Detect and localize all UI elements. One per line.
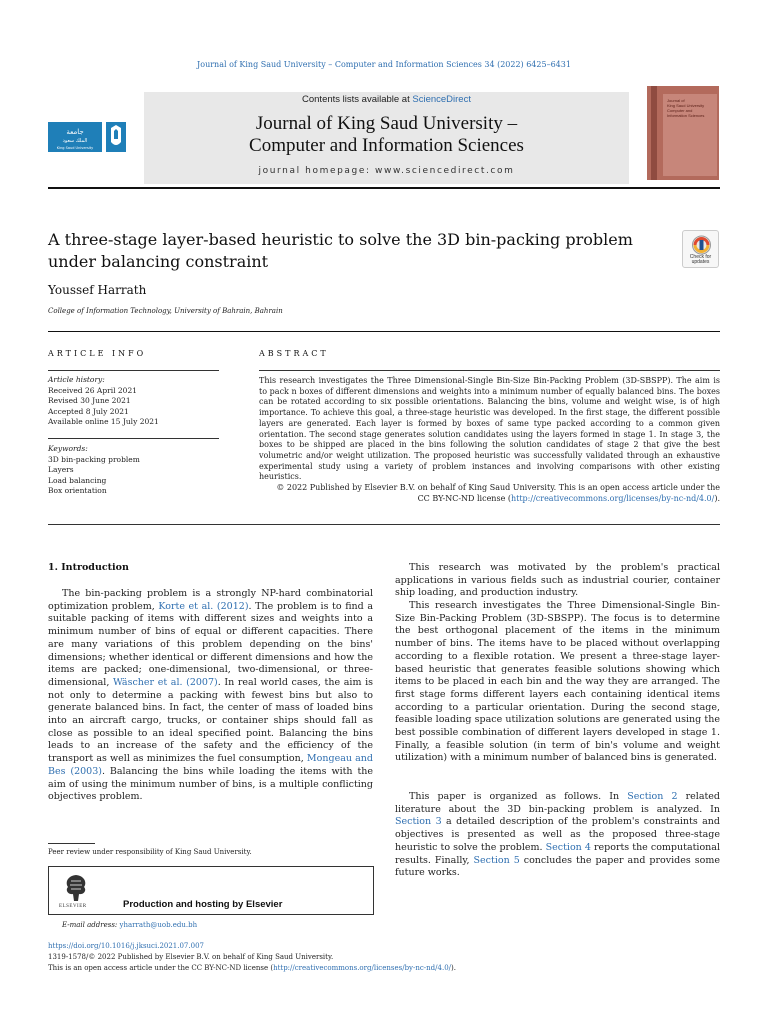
license-link[interactable]: http://creativecommons.org/licenses/by-nc-nd/4.0/ bbox=[273, 964, 452, 972]
intro-paragraph-4: This paper is organized as follows. In Section 2 related literature about the 3D bin-packing problem is analyzed. In Section 3 a detailed description of the problem's constraints and objectives is presented as well as the proposed three-stage heuristic to solve the problem. Section 4 reports the computational results. Finally, Section 5 concludes the paper and provides some future works. bbox=[395, 791, 721, 879]
keyword: Box orientation bbox=[48, 486, 107, 495]
abstract-body: This research investigates the Three Dimensional-Single Bin-Size Bin-Packing Problem (3D-SBSPP). The aim is to pack n boxes of different dimensions and weights into a minimum number of equally balanced bins. The boxes can be rotated according to six possible orientations. Balancing the bins, volume and weight wise, is of high importance. To achieve this goal, a three-stage heuristic was developed. In the first stage, the different possible layers are generated. Each layer is formed by boxes of same type packed according to a common given orientation. The second stage generates solution candidates using the layers formed in stage 1. In stage 3, the boxes to be shipped are placed in the bins following the solution candidates of stage 2 that give the best volumetric and/or weight utilization. The proposed heuristic was successfully validated through an exhaustive experimental study using a variety of problem instances and involving comparisons with other existing heuristics. © 2022 Published by Elsevier B.V. on behalf of King Saud University. This is an open access article under the CC BY-NC-ND license (http://creativecommons.org/licenses/by-nc-nd/4.0/). bbox=[259, 376, 720, 503]
masthead-divider bbox=[48, 187, 720, 189]
article-info-heading: ARTICLE INFO bbox=[48, 349, 147, 358]
section-link[interactable]: Section 5 bbox=[473, 854, 520, 866]
doi-link[interactable]: https://doi.org/10.1016/j.jksuci.2021.07.007 bbox=[48, 942, 204, 950]
sciencedirect-link[interactable]: ScienceDirect bbox=[412, 94, 471, 105]
citation-link[interactable]: Mongeau and Bes (2003) bbox=[48, 753, 373, 777]
elsevier-hosting-label: Production and hosting by Elsevier bbox=[123, 899, 283, 910]
author-affiliation: College of Information Technology, University of Bahrain, Bahrain bbox=[48, 307, 283, 315]
svg-text:جامعة: جامعة bbox=[66, 128, 84, 136]
intro-paragraph-2: This research was motivated by the problem's practical applications in various fields such as industrial courier, container ship loading, and production industry. bbox=[395, 562, 720, 599]
journal-name: Journal of King Saud University – Computer and Information Sciences bbox=[249, 113, 524, 156]
section-link[interactable]: Section 2 bbox=[627, 791, 678, 802]
article-history: Article history: Received 26 April 2021 Revised 30 June 2021 Accepted 8 July 2021 Available online 15 July 2021 bbox=[48, 375, 159, 426]
history-divider bbox=[48, 438, 219, 439]
section-link[interactable]: Section 4 bbox=[545, 841, 591, 853]
check-for-updates-button[interactable]: Check for updates bbox=[682, 230, 719, 268]
section-link[interactable]: Section 3 bbox=[395, 816, 442, 828]
peer-review-note: Peer review under responsibility of King Saud University. bbox=[48, 848, 252, 856]
license-link[interactable]: http://creativecommons.org/licenses/by-nc-nd/4.0/ bbox=[510, 493, 715, 503]
abstract-heading: ABSTRACT bbox=[259, 349, 329, 358]
open-access-line: This is an open access article under the CC BY-NC-ND license (http://creativecommons.org/licenses/by-nc-nd/4.0/). bbox=[48, 964, 456, 972]
keyword: Layers bbox=[48, 465, 74, 474]
issn-line: 1319-1578/© 2022 Published by Elsevier B.V. on behalf of King Saud University. bbox=[48, 953, 334, 961]
intro-paragraph-3: This research investigates the Three Dimensional-Single Bin-Size Bin-Packing Problem (3D-SBSPP). The focus is to determine the best orthogonal placement of the items in the minimum number of bins. The items have to be placed without overlapping according to a flexible rotation. We present a three-stage layer-based heuristic that generates feasible solutions showing which items to be placed in each bin and the way they are arranged. The first stage forms different layers each containing identical items according to a particular orientation. During the second stage, feasible loading space utilization solutions are generated using the best possible combination of different layers developed in stage 1. Finally, a feasible solution (in term of bin's volume and weight utilization) with a minimum number of balanced bins is generated. bbox=[395, 600, 720, 764]
author-name: Youssef Harrath bbox=[48, 283, 147, 297]
citation-link[interactable]: Korte et al. (2012) bbox=[158, 600, 249, 612]
article-info-divider bbox=[48, 370, 219, 371]
abstract-bottom-divider bbox=[48, 524, 720, 525]
contents-line: Contents lists available at ScienceDirect bbox=[302, 94, 471, 105]
intro-paragraph-1: The bin-packing problem is a strongly NP-hard combinatorial optimization problem, Korte et al. (2012). The problem is to find a suitable packing of items with different sizes and weights into a minimum number of bins of equal or different capacities. There are many variations of this problem depending on the bins' dimensions; whether identical or different dimensions and how the items are packed; one-dimensional, two-dimensional, or three-dimensional, Wäscher et al. (2007). In real world cases, the aim is not only to determine a packing with fewest bins but also to generate balanced bins. In fact, the center of mass of loaded bins into an aircraft cargo, trucks, or container ships should fall as close as possible to an ideal specified point. Balancing the bins leads to an increase of the safety and the efficiency of the transport as well as minimizes the fuel consumption, Mongeau and Bes (2003). Balancing the bins while loading the items with the aim of using the minimum number of bins, is a multiple conflicting objectives problem. bbox=[48, 588, 374, 803]
footnote-divider bbox=[48, 843, 95, 844]
keywords: Keywords: 3D bin-packing problem Layers Load balancing Box orientation bbox=[48, 444, 219, 497]
citation-link[interactable]: Wäscher et al. (2007) bbox=[112, 676, 218, 688]
keyword: 3D bin-packing problem bbox=[48, 454, 140, 464]
journal-homepage[interactable]: journal homepage: www.sciencedirect.com bbox=[258, 166, 515, 176]
abstract-divider bbox=[259, 370, 720, 371]
svg-text:King Saud University: King Saud University bbox=[56, 146, 94, 150]
author-email: E-mail address: yharrath@uob.edu.bh bbox=[62, 921, 198, 929]
svg-text:الملك سعود: الملك سعود bbox=[62, 138, 88, 144]
email-link[interactable]: yharrath@uob.edu.bh bbox=[119, 921, 198, 929]
journal-citation[interactable]: Journal of King Saud University – Computer and Information Sciences 34 (2022) 6425–6431 bbox=[197, 60, 571, 69]
keyword: Load balancing bbox=[48, 475, 107, 485]
ksu-logo bbox=[48, 120, 128, 154]
paper-title: A three-stage layer-based heuristic to solve the 3D bin-packing problem under balancing constraint bbox=[48, 230, 633, 271]
title-divider bbox=[48, 331, 720, 332]
elsevier-hosting-box: ELSEVIER Production and hosting by Elsevier bbox=[48, 866, 374, 915]
section-heading-introduction: 1. Introduction bbox=[48, 562, 129, 573]
elsevier-tree-logo bbox=[63, 871, 89, 903]
journal-cover-image[interactable]: Journal of King Saud University Computer and Information Sciences bbox=[647, 86, 719, 180]
